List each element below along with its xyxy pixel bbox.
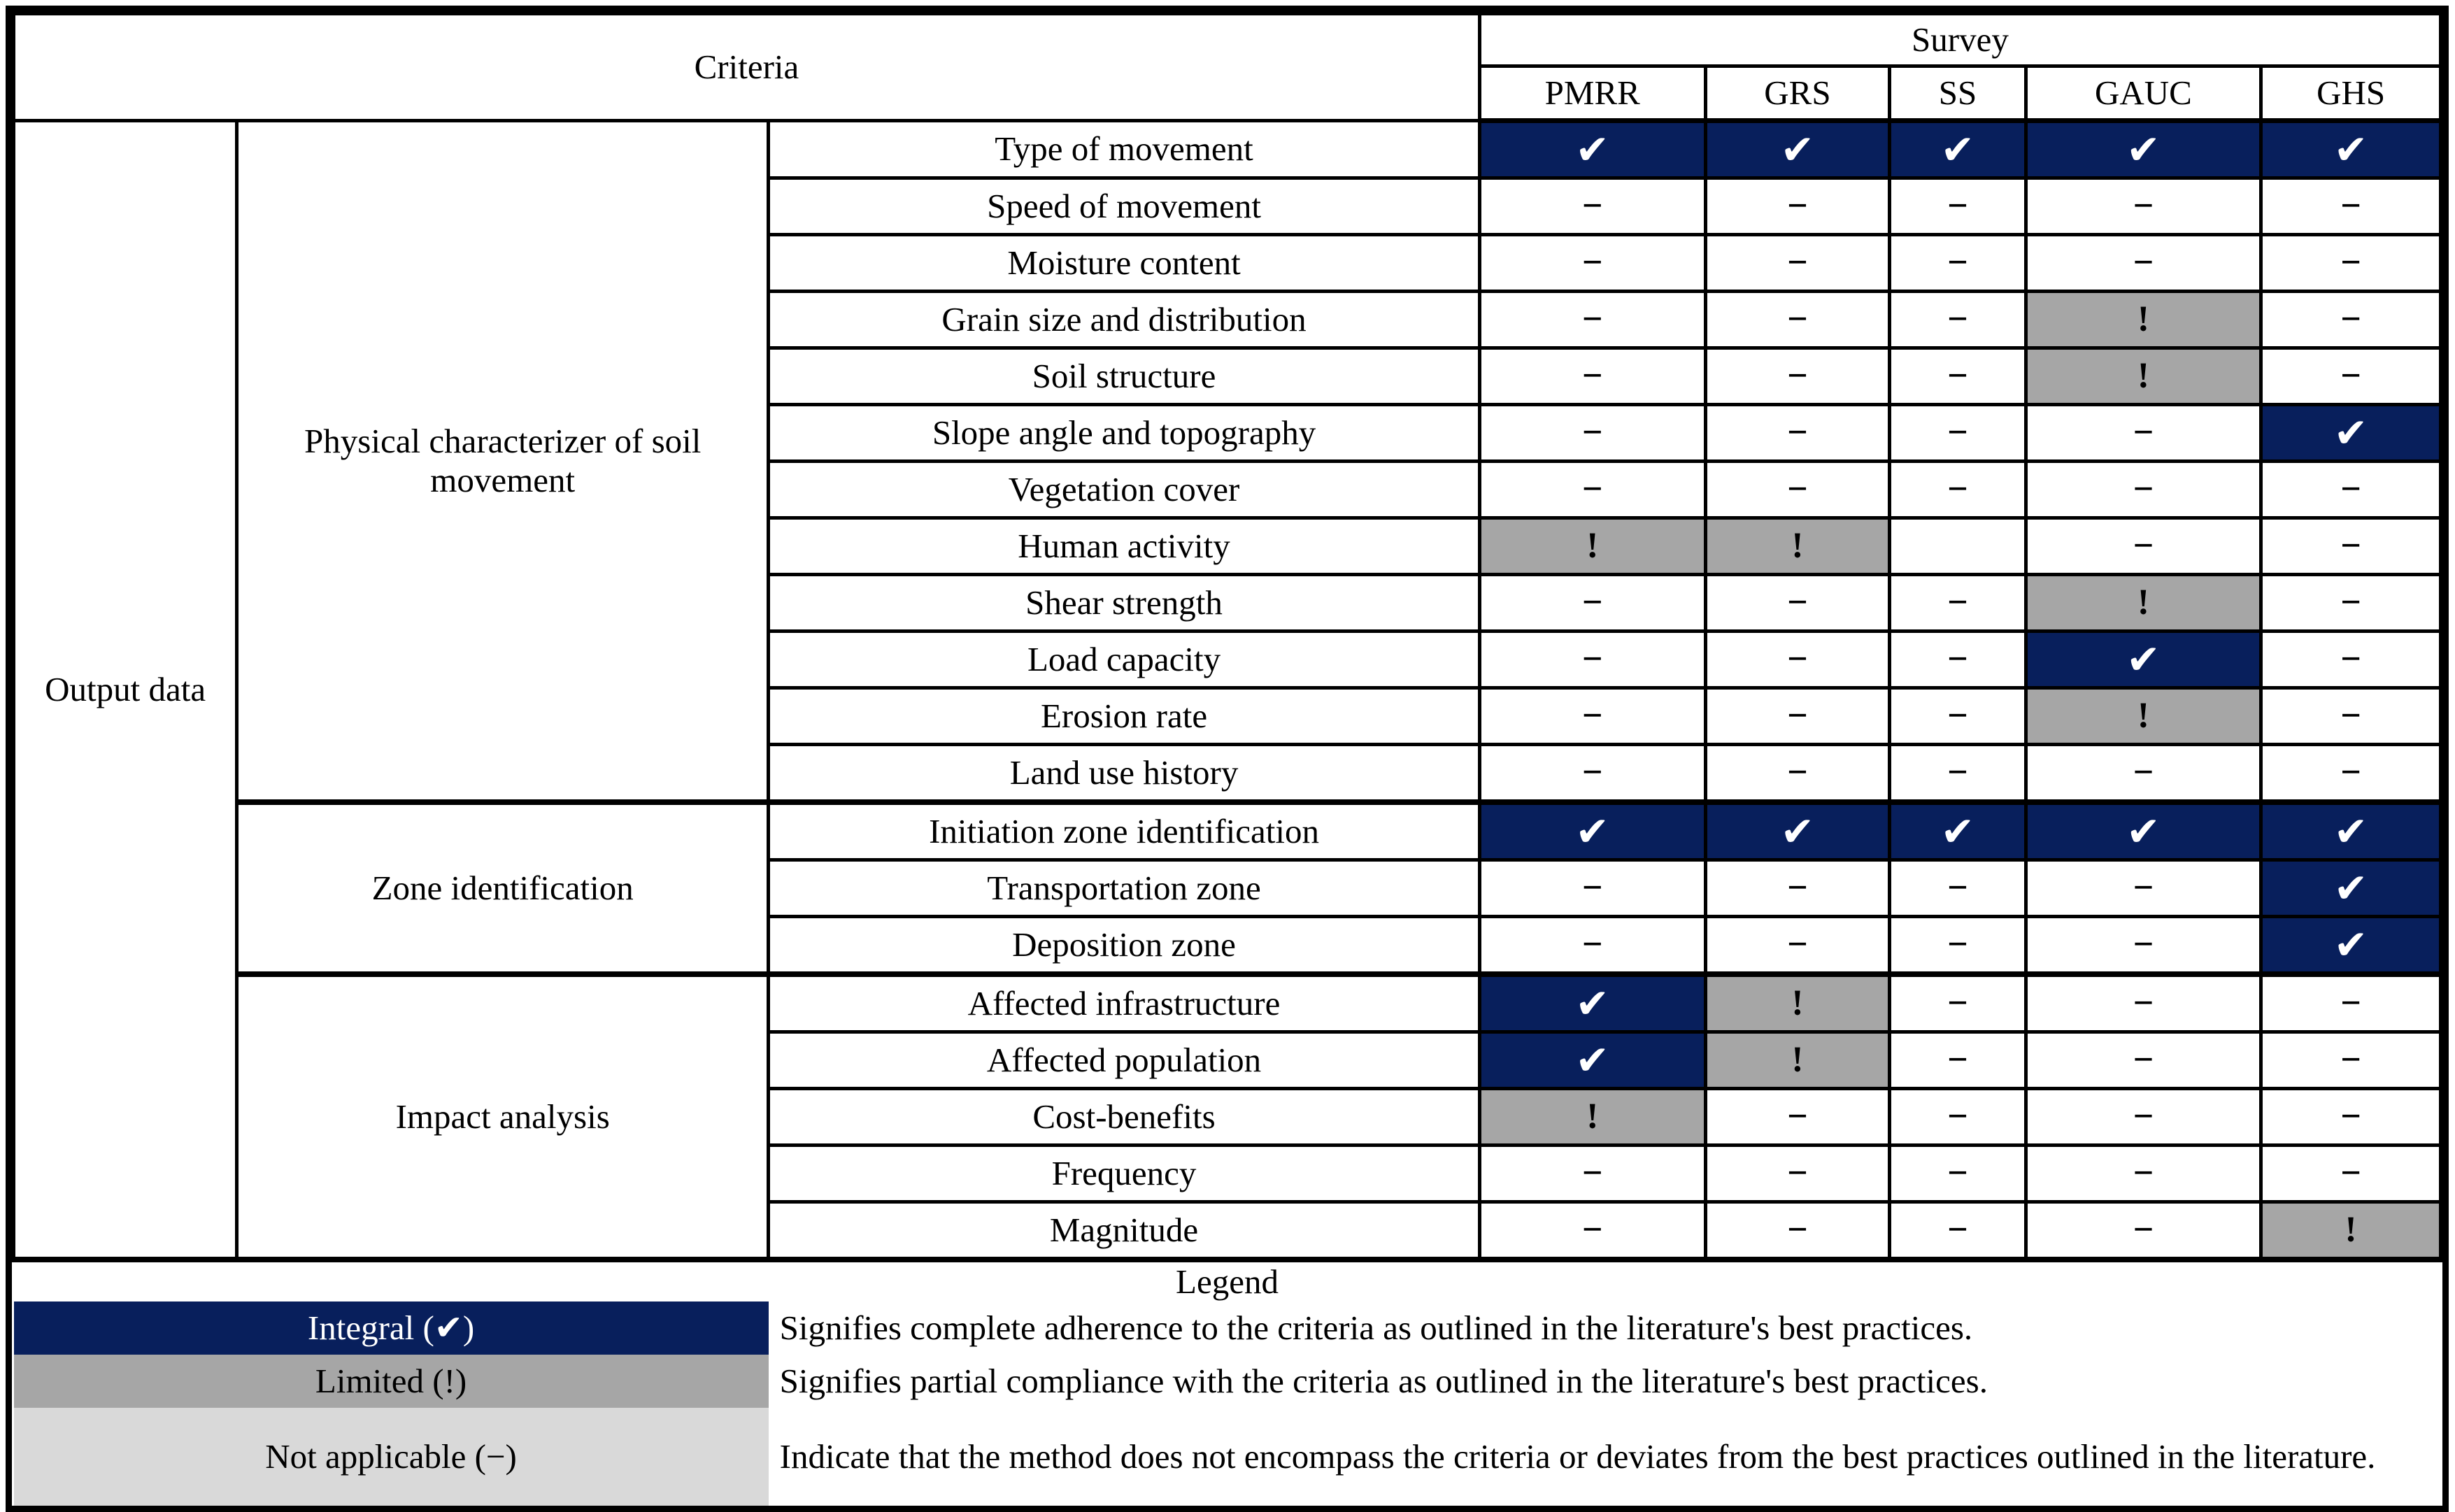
criterion-label: Frequency xyxy=(769,1146,1480,1202)
value-cell-gauc-dash: − xyxy=(2026,518,2261,575)
criterion-label: Affected infrastructure xyxy=(769,974,1480,1032)
value-cell-ghs-check: ✔ xyxy=(2261,121,2441,178)
value-cell-grs-dash: − xyxy=(1705,745,1890,803)
value-cell-ss-dash: − xyxy=(1890,688,2026,745)
value-cell-ss-dash: − xyxy=(1890,235,2026,292)
criterion-label: Soil structure xyxy=(769,348,1480,405)
criteria-header: Criteria xyxy=(14,14,1480,121)
header-row-top xyxy=(14,14,2441,66)
value-cell-pmrr-check: ✔ xyxy=(1479,121,1705,178)
value-cell-ss-dash: − xyxy=(1890,745,2026,803)
value-cell-grs-dash: − xyxy=(1705,292,1890,348)
value-cell-ghs-dash: − xyxy=(2261,1089,2441,1146)
criterion-label: Type of movement xyxy=(769,121,1480,178)
table-row xyxy=(14,121,2441,178)
value-cell-grs-dash: − xyxy=(1705,917,1890,975)
value-cell-ss-dash: − xyxy=(1890,974,2026,1032)
value-cell-ghs-check: ✔ xyxy=(2261,802,2441,860)
value-cell-pmrr-dash: − xyxy=(1479,860,1705,917)
value-cell-ss-check: ✔ xyxy=(1890,121,2026,178)
value-cell-grs-limited: ! xyxy=(1705,974,1890,1032)
legend-title: Legend xyxy=(14,1260,2441,1301)
value-cell-gauc-check: ✔ xyxy=(2026,632,2261,688)
value-cell-ss-dash: − xyxy=(1890,1146,2026,1202)
value-cell-gauc-dash: − xyxy=(2026,405,2261,462)
value-cell-pmrr-dash: − xyxy=(1479,688,1705,745)
value-cell-gauc-dash: − xyxy=(2026,1202,2261,1260)
value-cell-gauc-dash: − xyxy=(2026,1146,2261,1202)
criterion-label: Magnitude xyxy=(769,1202,1480,1260)
value-cell-ghs-dash: − xyxy=(2261,1032,2441,1089)
value-cell-grs-dash: − xyxy=(1705,1146,1890,1202)
value-cell-grs-check: ✔ xyxy=(1705,802,1890,860)
value-cell-pmrr-dash: − xyxy=(1479,632,1705,688)
value-cell-ss-dash: − xyxy=(1890,632,2026,688)
value-cell-gauc-dash: − xyxy=(2026,1032,2261,1089)
value-cell-pmrr-limited: ! xyxy=(1479,1089,1705,1146)
value-cell-grs-dash: − xyxy=(1705,235,1890,292)
value-cell-pmrr-dash: − xyxy=(1479,292,1705,348)
value-cell-pmrr-dash: − xyxy=(1479,1146,1705,1202)
legend-section xyxy=(14,1260,2441,1506)
criterion-label: Erosion rate xyxy=(769,688,1480,745)
value-cell-ghs-limited: ! xyxy=(2261,1202,2441,1260)
value-cell-pmrr-check: ✔ xyxy=(1479,1032,1705,1089)
category-label: Physical characterizer of soil movement xyxy=(237,121,769,803)
value-cell-gauc-dash: − xyxy=(2026,860,2261,917)
legend-swatch-integral: Integral (✔) xyxy=(14,1301,769,1355)
legend-title-row xyxy=(14,1260,2441,1301)
legend-description-integral: Signifies complete adherence to the criteria as outlined in the literature's best practices. xyxy=(779,1308,1973,1348)
value-cell-grs-dash: − xyxy=(1705,1202,1890,1260)
criterion-label: Land use history xyxy=(769,745,1480,803)
value-cell-ghs-dash: − xyxy=(2261,178,2441,235)
value-cell-pmrr-dash: − xyxy=(1479,178,1705,235)
value-cell-pmrr-dash: − xyxy=(1479,575,1705,632)
value-cell-ghs-dash: − xyxy=(2261,518,2441,575)
value-cell-ghs-dash: − xyxy=(2261,348,2441,405)
value-cell-gauc-limited: ! xyxy=(2026,348,2261,405)
value-cell-gauc-dash: − xyxy=(2026,235,2261,292)
value-cell-pmrr-dash: − xyxy=(1479,235,1705,292)
category-label: Zone identification xyxy=(237,802,769,974)
value-cell-grs-dash: − xyxy=(1705,405,1890,462)
table-body xyxy=(14,121,2441,1260)
value-cell-pmrr-dash: − xyxy=(1479,745,1705,803)
value-cell-pmrr-dash: − xyxy=(1479,405,1705,462)
value-cell-grs-dash: − xyxy=(1705,1089,1890,1146)
criterion-label: Shear strength xyxy=(769,575,1480,632)
value-cell-ghs-dash: − xyxy=(2261,745,2441,803)
survey-column-header-grs: GRS xyxy=(1705,66,1890,121)
criterion-label: Transportation zone xyxy=(769,860,1480,917)
value-cell-grs-limited: ! xyxy=(1705,518,1890,575)
criterion-label: Cost-benefits xyxy=(769,1089,1480,1146)
value-cell-pmrr-limited: ! xyxy=(1479,518,1705,575)
value-cell-ghs-check: ✔ xyxy=(2261,860,2441,917)
table-row xyxy=(14,802,2441,860)
legend-swatch-limited: Limited (!) xyxy=(14,1355,769,1408)
value-cell-gauc-dash: − xyxy=(2026,1089,2261,1146)
criterion-label: Vegetation cover xyxy=(769,462,1480,518)
value-cell-grs-dash: − xyxy=(1705,688,1890,745)
value-cell-gauc-check: ✔ xyxy=(2026,121,2261,178)
table-row xyxy=(14,974,2441,1032)
value-cell-grs-dash: − xyxy=(1705,632,1890,688)
value-cell-gauc-check: ✔ xyxy=(2026,802,2261,860)
value-cell-ghs-check: ✔ xyxy=(2261,405,2441,462)
value-cell-ss-dash: − xyxy=(1890,178,2026,235)
value-cell-gauc-dash: − xyxy=(2026,462,2261,518)
value-cell-ghs-check: ✔ xyxy=(2261,917,2441,975)
value-cell-pmrr-check: ✔ xyxy=(1479,974,1705,1032)
value-cell-pmrr-dash: − xyxy=(1479,917,1705,975)
value-cell-pmrr-dash: − xyxy=(1479,462,1705,518)
value-cell-gauc-limited: ! xyxy=(2026,292,2261,348)
value-cell-ghs-dash: − xyxy=(2261,292,2441,348)
legend-row-limited xyxy=(14,1355,2441,1408)
value-cell-grs-limited: ! xyxy=(1705,1032,1890,1089)
value-cell-gauc-dash: − xyxy=(2026,917,2261,975)
value-cell-ss-dash: − xyxy=(1890,1089,2026,1146)
row-group-label: Output data xyxy=(14,121,237,1260)
criterion-label: Grain size and distribution xyxy=(769,292,1480,348)
value-cell-ss-dash: − xyxy=(1890,575,2026,632)
legend-swatch-not-applicable: Not applicable (−) xyxy=(14,1408,769,1506)
value-cell-ghs-dash: − xyxy=(2261,462,2441,518)
criterion-label: Moisture content xyxy=(769,235,1480,292)
value-cell-grs-check: ✔ xyxy=(1705,121,1890,178)
value-cell-gauc-dash: − xyxy=(2026,745,2261,803)
value-cell-pmrr-dash: − xyxy=(1479,348,1705,405)
value-cell-ss-dash: − xyxy=(1890,292,2026,348)
value-cell-ss-empty xyxy=(1890,518,2026,575)
criterion-label: Initiation zone identification xyxy=(769,802,1480,860)
value-cell-ghs-dash: − xyxy=(2261,974,2441,1032)
value-cell-ss-dash: − xyxy=(1890,462,2026,518)
criterion-label: Human activity xyxy=(769,518,1480,575)
value-cell-ss-dash: − xyxy=(1890,917,2026,975)
criterion-label: Slope angle and topography xyxy=(769,405,1480,462)
criterion-label: Speed of movement xyxy=(769,178,1480,235)
value-cell-pmrr-check: ✔ xyxy=(1479,802,1705,860)
value-cell-ghs-dash: − xyxy=(2261,235,2441,292)
survey-column-header-gauc: GAUC xyxy=(2026,66,2261,121)
survey-column-header-ss: SS xyxy=(1890,66,2026,121)
legend-description-limited: Signifies partial compliance with the criteria as outlined in the literature's best practices. xyxy=(779,1362,1988,1401)
value-cell-gauc-dash: − xyxy=(2026,974,2261,1032)
value-cell-gauc-limited: ! xyxy=(2026,688,2261,745)
value-cell-ghs-dash: − xyxy=(2261,632,2441,688)
comparison-table-frame xyxy=(6,6,2449,1512)
value-cell-ghs-dash: − xyxy=(2261,1146,2441,1202)
value-cell-gauc-limited: ! xyxy=(2026,575,2261,632)
value-cell-gauc-dash: − xyxy=(2026,178,2261,235)
legend-description-not-applicable: Indicate that the method does not encompass the criteria or deviates from the best practices outlined in the literature. xyxy=(779,1437,2376,1476)
criterion-label: Load capacity xyxy=(769,632,1480,688)
value-cell-ss-check: ✔ xyxy=(1890,802,2026,860)
value-cell-ss-dash: − xyxy=(1890,405,2026,462)
value-cell-ss-dash: − xyxy=(1890,1032,2026,1089)
survey-column-header-pmrr: PMRR xyxy=(1479,66,1705,121)
category-label: Impact analysis xyxy=(237,974,769,1260)
value-cell-ss-dash: − xyxy=(1890,348,2026,405)
legend-row-integral xyxy=(14,1301,2441,1355)
criteria-survey-table xyxy=(12,12,2442,1506)
criterion-label: Deposition zone xyxy=(769,917,1480,975)
value-cell-grs-dash: − xyxy=(1705,462,1890,518)
legend-row-not-applicable xyxy=(14,1408,2441,1506)
criterion-label: Affected population xyxy=(769,1032,1480,1089)
value-cell-ss-dash: − xyxy=(1890,860,2026,917)
value-cell-pmrr-dash: − xyxy=(1479,1202,1705,1260)
value-cell-grs-dash: − xyxy=(1705,860,1890,917)
survey-header: Survey xyxy=(1479,14,2440,66)
value-cell-grs-dash: − xyxy=(1705,575,1890,632)
value-cell-ghs-dash: − xyxy=(2261,575,2441,632)
survey-column-header-ghs: GHS xyxy=(2261,66,2441,121)
value-cell-grs-dash: − xyxy=(1705,348,1890,405)
value-cell-ss-dash: − xyxy=(1890,1202,2026,1260)
value-cell-grs-dash: − xyxy=(1705,178,1890,235)
value-cell-ghs-dash: − xyxy=(2261,688,2441,745)
